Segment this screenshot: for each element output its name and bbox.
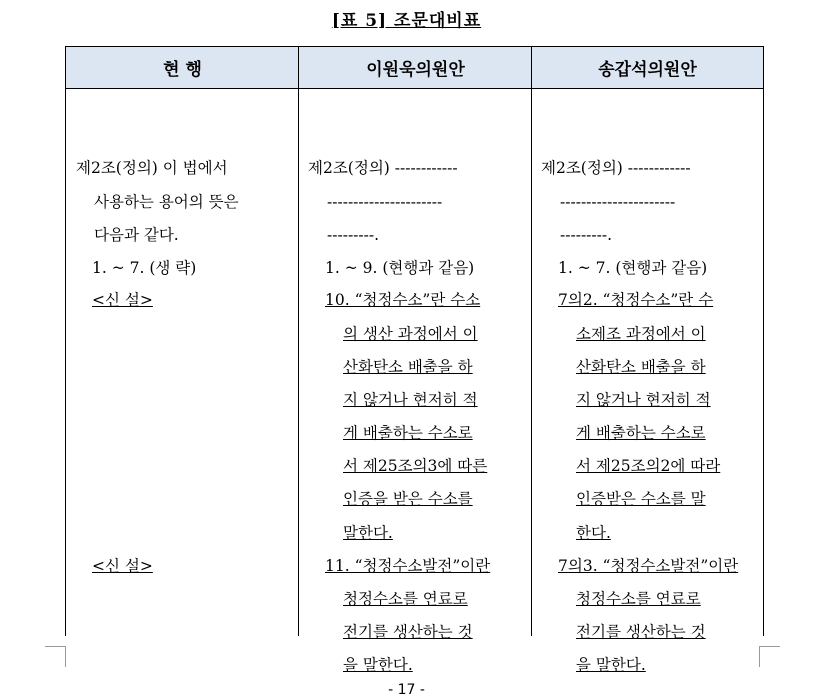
text-line: 제2조(정의) 이 법에서 [76, 159, 228, 177]
text-line: 7의3. “청정수소발전”이란 [558, 557, 739, 575]
text-line: ---------. [560, 226, 613, 244]
column-current [66, 89, 298, 636]
text-line: 의 생산 과정에서 이 [343, 325, 478, 343]
text-line: 청정수소를 연료로 [576, 590, 701, 608]
text-line: 사용하는 용어의 뜻은 [94, 193, 239, 211]
text-line: 다음과 같다. [94, 226, 179, 244]
text-line: 을 말한다. [576, 656, 646, 674]
text-line: 7의2. “청정수소”란 수 [558, 291, 714, 309]
text-line: 전기를 생산하는 것 [343, 623, 473, 641]
text-line: 서 제25조의3에 따른 [343, 457, 488, 475]
text-line: 청정수소를 연료로 [343, 590, 468, 608]
text-line: ---------. [327, 226, 380, 244]
text-line: <신 설> [92, 557, 153, 575]
text-line: 10. “청정수소”란 수소 [325, 291, 481, 309]
header-song: 송갑석의원안 [532, 47, 763, 89]
crop-mark [759, 646, 780, 667]
column-song [532, 89, 763, 674]
table-title: [표 5] 조문대비표 [331, 11, 482, 31]
text-line: <신 설> [92, 291, 153, 309]
text-line: 지 않거나 현저히 적 [343, 391, 478, 409]
text-line: 11. “청정수소발전”이란 [325, 557, 491, 575]
text-line: 1. ~ 9. (현행과 같음) [325, 259, 475, 277]
text-line: ---------------------- [327, 193, 443, 211]
text-line: 전기를 생산하는 것 [576, 623, 706, 641]
text-line: 1. ~ 7. (현행과 같음) [558, 259, 708, 277]
text-line: 한다. [576, 524, 611, 542]
text-line: 제2조(정의) ------------ [308, 159, 458, 177]
text-line: 소제조 과정에서 이 [576, 325, 706, 343]
text-line: 지 않거나 현저히 적 [576, 391, 711, 409]
text-line: 을 말한다. [343, 656, 413, 674]
text-line: 인증받은 수소를 말 [576, 490, 706, 508]
crop-mark [45, 646, 66, 667]
text-line: 게 배출하는 수소로 [343, 424, 473, 442]
text-line: 제2조(정의) ------------ [541, 159, 691, 177]
header-lee: 이원욱의원안 [299, 47, 532, 89]
text-line: 산화탄소 배출을 하 [343, 358, 473, 376]
text-line: 서 제25조의2에 따라 [576, 457, 721, 475]
text-line: 1. ~ 7. (생 략) [92, 259, 197, 277]
text-line: 인증을 받은 수소를 [343, 490, 473, 508]
page-number: - 17 - [388, 682, 425, 698]
text-line: 산화탄소 배출을 하 [576, 358, 706, 376]
text-line: 말한다. [343, 524, 393, 542]
header-current: 현 행 [66, 47, 299, 89]
comparison-table [65, 46, 764, 674]
text-line: 게 배출하는 수소로 [576, 424, 706, 442]
column-lee [299, 89, 531, 674]
text-line: ---------------------- [560, 193, 676, 211]
